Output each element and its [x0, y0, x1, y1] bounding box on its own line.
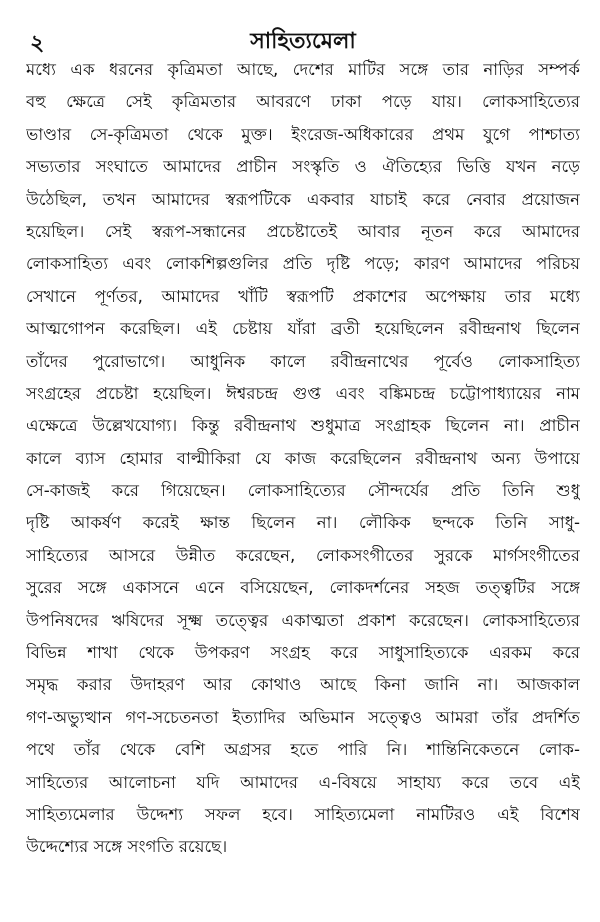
text-line: সমৃদ্ধ করার উদাহরণ আর কোথাও আছে কিনা জানি না। আজকাল: [26, 675, 580, 695]
text-line: সেখানে পূর্ণতর, আমাদের খাঁটি স্বরূপটি প্রকাশের অপেক্ষায় তার মধ্যে: [26, 286, 580, 306]
text-line: উদ্দেশ্যের সঙ্গে সংগতি রয়েছে।: [26, 837, 228, 857]
text-line: পথে তাঁর থেকে বেশি অগ্রসর হতে পারি নি। শান্তিনিকেতনে লোক-: [26, 740, 580, 760]
page-header: [26, 14, 580, 54]
text-line: এক্ষেত্রে উল্লেখযোগ্য। কিন্তু রবীন্দ্রনাথ শুধুমাত্র সংগ্রাহক ছিলেন না। প্রাচীন: [26, 416, 580, 436]
page-number: ২: [30, 31, 45, 56]
text-line: সাহিত্যের আসরে উন্নীত করেছেন, লোকসংগীতের সুরকে মার্গসংগীতের: [26, 545, 580, 565]
text-line: সে-কাজই করে গিয়েছেন। লোকসাহিত্যের সৌন্দর্যের প্রতি তিনি শুধু: [26, 481, 580, 501]
text-line: লোকসাহিত্য এবং লোকশিল্পগুলির প্রতি দৃষ্টি পড়ে; কারণ আমাদের পরিচয়: [26, 254, 580, 274]
text-line: দৃষ্টি আকর্ষণ করেই ক্ষান্ত ছিলেন না। লৌকিক ছন্দকে তিনি সাধু-: [26, 513, 580, 533]
text-line: মধ্যে এক ধরনের কৃত্রিমতা আছে, দেশের মাটির সঙ্গে তার নাড়ির সম্পর্ক: [26, 60, 580, 79]
text-line: উঠেছিল, তখন আমাদের স্বরূপটিকে একবার যাচাই করে নেবার প্রয়োজন: [26, 189, 580, 209]
text-line: ভাণ্ডার সে-কৃত্রিমতা থেকে মুক্ত। ইংরেজ-অধিকারের প্রথম যুগে পাশ্চাত্য: [26, 124, 580, 144]
text-line: সাহিত্যমেলার উদ্দেশ্য সফল হবে। সাহিত্যমেলা নামটিরও এই বিশেষ: [26, 804, 580, 824]
running-title: সাহিত্যমেলা: [250, 29, 356, 54]
text-line: সাহিত্যের আলোচনা যদি আমাদের এ-বিষয়ে সাহায্য করে তবে এই: [26, 772, 580, 792]
body-paragraph: [26, 54, 580, 864]
text-line: সুরের সঙ্গে একাসনে এনে বসিয়েছেন, লোকদর্শনের সহজ তত্ত্বটির সঙ্গে: [26, 578, 580, 598]
text-line: কালে ব্যাস হোমার বাল্মীকিরা যে কাজ করেছিলেন রবীন্দ্রনাথ অন্য উপায়ে: [26, 448, 580, 468]
text-line: বহু ক্ষেত্রে সেই কৃত্রিমতার আবরণে ঢাকা পড়ে যায়। লোকসাহিত্যের: [26, 92, 580, 112]
text-line: আত্মগোপন করেছিল। এই চেষ্টায় যাঁরা ব্রতী হয়েছিলেন রবীন্দ্রনাথ ছিলেন: [26, 319, 580, 339]
text-line: সভ্যতার সংঘাতে আমাদের প্রাচীন সংস্কৃতি ও ঐতিহ্যের ভিত্তি যখন নড়ে: [26, 157, 580, 177]
text-line: বিভিন্ন শাখা থেকে উপকরণ সংগ্রহ করে সাধুসাহিত্যকে এরকম করে: [26, 643, 580, 663]
text-line: উপনিষদের ঋষিদের সূক্ষ্ম তত্ত্বের একাত্মতা প্রকাশ করেছেন। লোকসাহিত্যের: [26, 610, 580, 630]
text-line: হয়েছিল। সেই স্বরূপ-সন্ধানের প্রচেষ্টাতেই আবার নূতন করে আমাদের: [26, 221, 580, 241]
text-line: গণ-অভ্যুত্থান গণ-সচেতনতা ইত্যাদির অভিমান সত্ত্বেও আমরা তাঁর প্রদর্শিত: [26, 707, 580, 727]
text-line: তাঁদের পুরোভাগে। আধুনিক কালে রবীন্দ্রনাথের পূর্বেও লোকসাহিত্য: [26, 351, 580, 371]
text-line: সংগ্রহের প্রচেষ্টা হয়েছিল। ঈশ্বরচন্দ্র গুপ্ত এবং বঙ্কিমচন্দ্র চট্টোপাধ্যায়ের নাম: [26, 383, 580, 403]
